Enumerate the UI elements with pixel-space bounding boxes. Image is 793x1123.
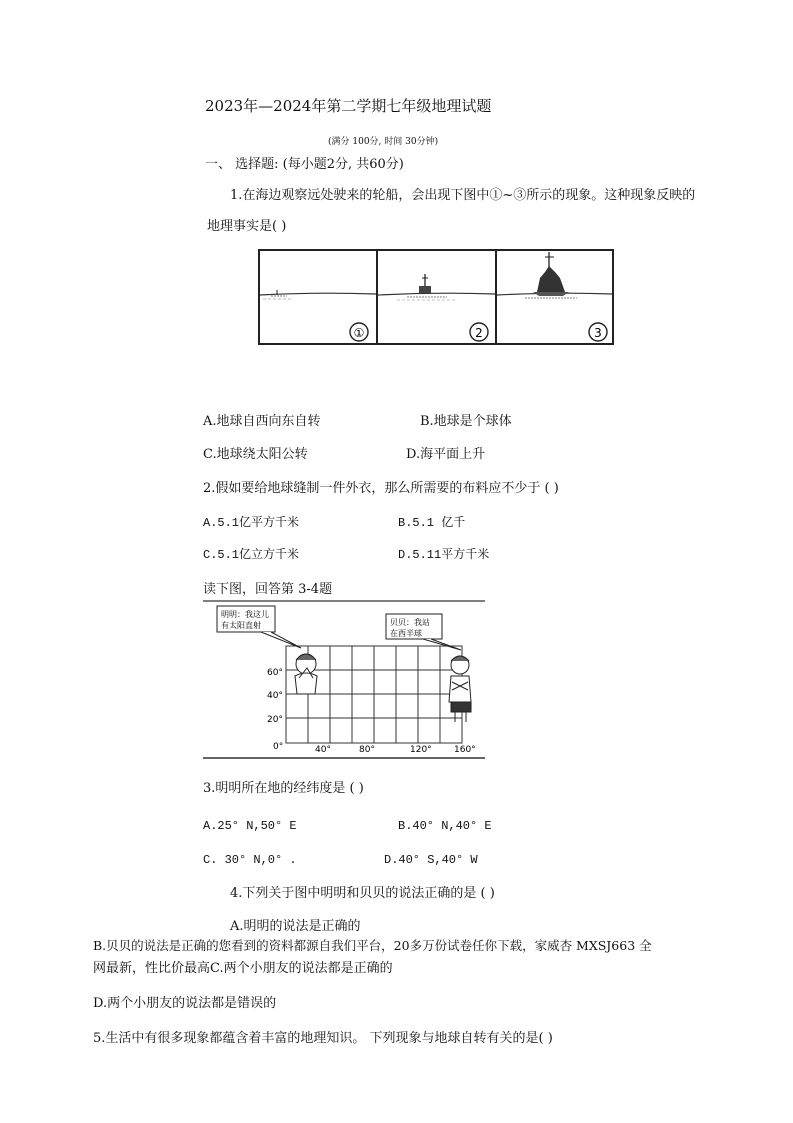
q1-stem-line1: 1.在海边观察远处驶来的轮船，会出现下图中①~③所示的现象。这种现象反映的 <box>230 188 696 203</box>
q4-stem: 4.下列关于图中明明和贝贝的说法正确的是 ( ) <box>230 886 495 901</box>
mingming-speech-bubble <box>217 606 301 648</box>
q3-option-d: D.40° S,40° W <box>384 853 478 867</box>
q3-option-c: C. 30° N,0° . <box>203 853 297 867</box>
svg-text:有太阳直射: 有太阳直射 <box>221 621 261 630</box>
lon-label-80: 80° <box>359 745 375 755</box>
svg-text:3: 3 <box>594 326 602 340</box>
ship-full <box>525 252 577 298</box>
beibei-figure <box>449 656 471 722</box>
lat-label-20: 20° <box>267 715 283 725</box>
q4-option-b-line1: B.贝贝的说法是正确的您看到的资料都源自我们平台，20多万份试卷任你下载，家威杏 MXSJ663 全 <box>93 938 652 953</box>
svg-text:①: ① <box>353 326 365 340</box>
q2-option-a: A.5.1亿平方千米 <box>203 516 300 530</box>
lat-lon-grid-figure <box>203 598 485 762</box>
section-heading: 一、 选择题: (每小题2分, 共60分) <box>205 157 404 172</box>
q1-stem-line2: 地理事实是( ) <box>207 219 287 234</box>
q5-stem: 5.生活中有很多现象都蕴含着丰富的地理知识。 下列现象与地球自转有关的是( ) <box>93 1031 553 1046</box>
lon-label-160: 160° <box>454 745 476 755</box>
exam-info: (满分 100分, 时间 30分钟) <box>328 137 439 147</box>
panel-number-3 <box>589 323 607 341</box>
lat-label-60: 60° <box>267 668 283 678</box>
q1-option-c: C.地球绕太阳公转 <box>203 447 308 462</box>
beibei-speech-bubble <box>386 614 461 650</box>
ship-upper-part <box>397 274 457 300</box>
svg-text:在西半球: 在西半球 <box>390 629 422 638</box>
svg-text:明明：我这儿: 明明：我这儿 <box>221 610 269 619</box>
read-figure-prompt: 读下图，回答第 3-4题 <box>203 582 333 597</box>
lon-label-40: 40° <box>315 745 331 755</box>
q4-option-b-line2: 网最新，性比价最高C.两个小朋友的说法都是正确的 <box>93 961 393 976</box>
mingming-figure <box>295 654 317 694</box>
q1-option-a: A.地球自西向东自转 <box>203 414 321 429</box>
q3-option-b: B.40° N,40° E <box>398 819 492 833</box>
q4-option-a: A.明明的说法是正确的 <box>230 919 361 934</box>
panel-number-2 <box>470 323 488 341</box>
lon-label-120: 120° <box>410 745 432 755</box>
q3-stem: 3.明明所在地的经纬度是 ( ) <box>203 781 364 796</box>
q3-option-a: A.25° N,50° E <box>203 819 297 833</box>
q2-option-c: C.5.1亿立方千米 <box>203 548 300 562</box>
ship-horizon-figure <box>257 248 615 346</box>
q2-option-d: D.5.11平方千米 <box>398 548 490 562</box>
q2-option-b: B.5.1 亿千 <box>398 516 466 530</box>
svg-text:2: 2 <box>475 326 483 340</box>
q2-stem: 2.假如要给地球缝制一件外衣，那么所需要的布料应不少于 ( ) <box>203 481 559 496</box>
svg-text:贝贝：我站: 贝贝：我站 <box>390 618 430 627</box>
lat-label-40: 40° <box>267 691 283 701</box>
panel-number-1 <box>350 323 368 341</box>
lat-label-0: 0° <box>273 742 284 752</box>
page-title: 2023年—2024年第二学期七年级地理试题 <box>205 97 492 115</box>
q1-option-d: D.海平面上升 <box>406 447 486 462</box>
q4-option-d: D.两个小朋友的说法都是错误的 <box>93 996 277 1011</box>
q1-option-b: B.地球是个球体 <box>420 414 512 429</box>
